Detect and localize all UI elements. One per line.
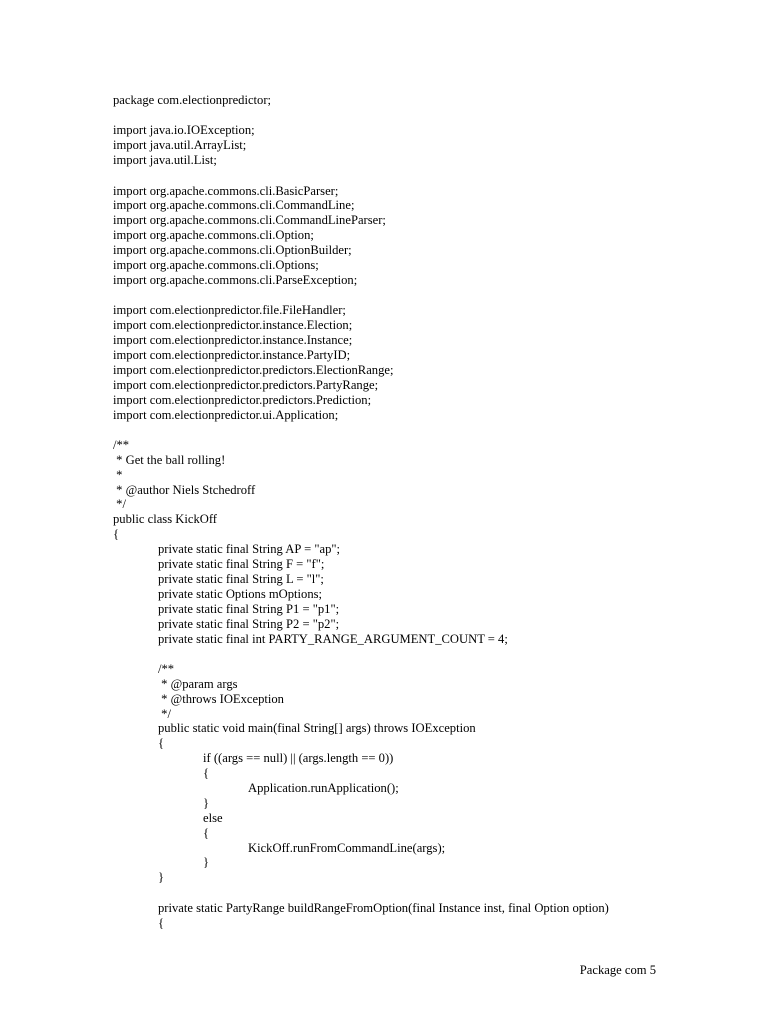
code-line: import com.electionpredictor.instance.Election;: [113, 318, 353, 333]
code-line: */: [158, 706, 171, 721]
code-line: import org.apache.commons.cli.ParseException;: [113, 272, 358, 287]
code-line: private static final String P1 = "p1";: [158, 601, 340, 616]
code-line: private static final String F = "f";: [158, 557, 325, 572]
code-line: private static final String P2 = "p2";: [158, 616, 340, 631]
code-line: private static PartyRange buildRangeFromOption(final Instance inst, final Option option): [158, 900, 609, 915]
code-line: import com.electionpredictor.predictors.Prediction;: [113, 392, 372, 407]
code-line: Application.runApplication();: [248, 781, 399, 796]
code-line: import org.apache.commons.cli.BasicParser;: [113, 183, 339, 198]
code-line: import org.apache.commons.cli.OptionBuilder;: [113, 243, 352, 258]
code-line: [113, 108, 733, 124]
code-line: private static final String AP = "ap";: [158, 542, 341, 557]
code-line: [113, 646, 733, 662]
code-line: private static Options mOptions;: [158, 586, 323, 601]
code-line: import java.util.List;: [113, 153, 217, 168]
code-line: {: [203, 825, 210, 840]
code-line: /**: [158, 661, 175, 676]
code-line: import com.electionpredictor.instance.Instance;: [113, 333, 353, 348]
code-line: public static void main(final String[] args) throws IOException: [158, 721, 476, 736]
code-line: import com.electionpredictor.instance.PartyID;: [113, 347, 351, 362]
code-line: private static final int PARTY_RANGE_ARGUMENT_COUNT = 4;: [158, 631, 508, 646]
code-line: import org.apache.commons.cli.CommandLine;: [113, 198, 355, 213]
code-line: {: [158, 915, 165, 930]
code-line: private static final String L = "l";: [158, 571, 324, 586]
page-footer: Package com 5: [579, 963, 656, 977]
code-line: [113, 885, 733, 901]
code-line: import com.electionpredictor.predictors.ElectionRange;: [113, 362, 394, 377]
source-code-block: [113, 93, 733, 931]
code-line: import java.io.IOException;: [113, 123, 255, 138]
code-line: * @author Niels Stchedroff: [113, 482, 256, 497]
code-line: {: [158, 736, 165, 751]
code-line: else: [203, 810, 223, 825]
code-line: import java.util.ArrayList;: [113, 138, 247, 153]
code-line: * Get the ball rolling!: [113, 452, 226, 467]
code-line: import org.apache.commons.cli.Options;: [113, 258, 319, 273]
code-line: [113, 288, 733, 304]
code-line: [113, 168, 733, 184]
code-line: {: [203, 766, 210, 781]
code-line: KickOff.runFromCommandLine(args);: [248, 840, 446, 855]
code-line: /**: [113, 437, 130, 452]
code-line: * @param args: [158, 676, 238, 691]
code-line: [113, 422, 733, 438]
code-line: package com.electionpredictor;: [113, 93, 272, 107]
code-line: *: [113, 467, 123, 482]
code-line: */: [113, 497, 126, 512]
code-line: {: [113, 527, 120, 542]
code-line: import com.electionpredictor.file.FileHandler;: [113, 303, 346, 318]
code-line: import com.electionpredictor.ui.Application;: [113, 407, 339, 422]
code-line: }: [203, 795, 210, 810]
code-line: }: [158, 870, 165, 885]
code-line: import org.apache.commons.cli.Option;: [113, 228, 314, 243]
code-line: if ((args == null) || (args.length == 0)): [203, 751, 394, 766]
code-line: import com.electionpredictor.predictors.PartyRange;: [113, 377, 379, 392]
code-line: public class KickOff: [113, 512, 217, 527]
code-line: import org.apache.commons.cli.CommandLineParser;: [113, 213, 386, 228]
code-line: * @throws IOException: [158, 691, 284, 706]
code-line: }: [203, 855, 210, 870]
